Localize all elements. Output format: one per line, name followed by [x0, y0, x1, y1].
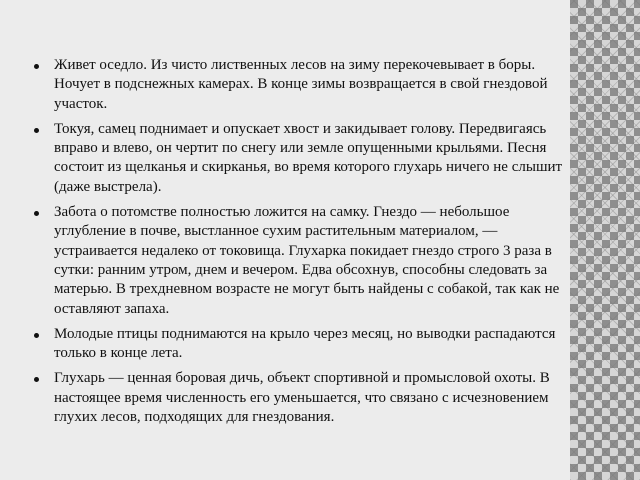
bullet-dot-icon	[34, 333, 39, 338]
slide-content	[34, 56, 564, 433]
bullet-text: Забота о потомстве полностью ложится на самку. Гнездо — небольшое углубление в почве, выстланное сухим растительным материалом, — устраивается недалеко от токовища. Глухарка покидает гнездо строго 3 раза в сутки: ранним утром, днем и вечером. Едва обсохнув, способны следовать за матерью. В трехдневном возрасте не могут быть найдены с собакой, так как не оставляют запаха.	[54, 204, 560, 317]
bullet-list	[34, 56, 564, 427]
bullet-dot-icon	[34, 211, 39, 216]
list-item	[34, 369, 564, 427]
bullet-text: Молодые птицы поднимаются на крыло через месяц, но выводки распадаются только в конце лета.	[54, 325, 556, 362]
list-item	[34, 56, 564, 114]
bullet-dot-icon	[34, 64, 39, 69]
bullet-text: Глухарь — ценная боровая дичь, объект спортивной и промысловой охоты. В настоящее время численность его уменьшается, что связано с исчезновением глухих лесов, подходящих для гнездования.	[54, 370, 550, 426]
bullet-text: Живет оседло. Из чисто лиственных лесов на зиму перекочевывает в боры. Ночует в подснежных камерах. В конце зимы возвращается в свой гнездовой участок.	[54, 57, 548, 112]
bullet-dot-icon	[34, 128, 39, 133]
list-item	[34, 325, 564, 364]
decorative-pattern-strip	[570, 0, 640, 480]
list-item	[34, 120, 564, 197]
list-item	[34, 203, 564, 319]
bullet-text: Токуя, самец поднимает и опускает хвост и закидывает голову. Передвигаясь вправо и влево, он чертит по снегу или земле опущенными крыльями. Песня состоит из щелканья и скирканья, во время которого глухарь ничего не слышит (даже выстрела).	[54, 120, 563, 195]
bullet-dot-icon	[34, 377, 39, 382]
